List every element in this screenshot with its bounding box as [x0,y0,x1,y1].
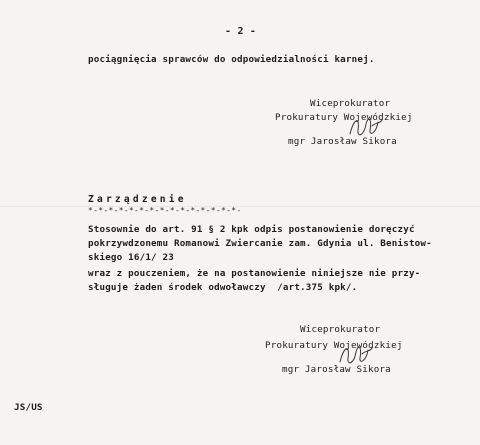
order-line-4: wraz z pouczeniem, że na postanowienie niniejsze nie przy- [88,268,421,279]
handwritten-signature-2 [336,338,376,370]
order-line-3: skiego 16/1/ 23 [88,252,174,263]
order-line-1: Stosownie do art. 91 § 2 kpk odpis postanowienie doręczyć [88,224,415,235]
order-heading: Zarządzenie [88,194,187,205]
signature-2-name: mgr Jarosław Sikora [282,364,391,375]
continuation-line: pociągnięcia sprawców do odpowiedzialności karnej. [88,54,375,65]
order-line-5: sługuje żaden środek odwoławczy /art.375 kpk/. [88,282,358,293]
page-number: - 2 - [225,26,257,37]
handwritten-signature-1 [346,112,386,142]
order-heading-underline: *-*-*-*-*-*-*-*-*-*-*-*-*-*-*- [88,206,242,215]
reference-initials: JS/US [14,402,43,413]
signature-2-title-line-1: Wiceprokurator [300,324,381,335]
order-line-2: pokrzywdzonemu Romanowi Zwiercanie zam. Gdynia ul. Benistow- [88,238,432,249]
signature-1-name: mgr Jarosław Sikora [288,136,397,147]
signature-2-title-line-2: Prokuratury Wojewódzkiej [265,340,403,351]
signature-1-title-line-1: Wiceprokurator [310,98,391,109]
signature-1-title-line-2: Prokuratury Wojewódzkiej [275,112,413,123]
